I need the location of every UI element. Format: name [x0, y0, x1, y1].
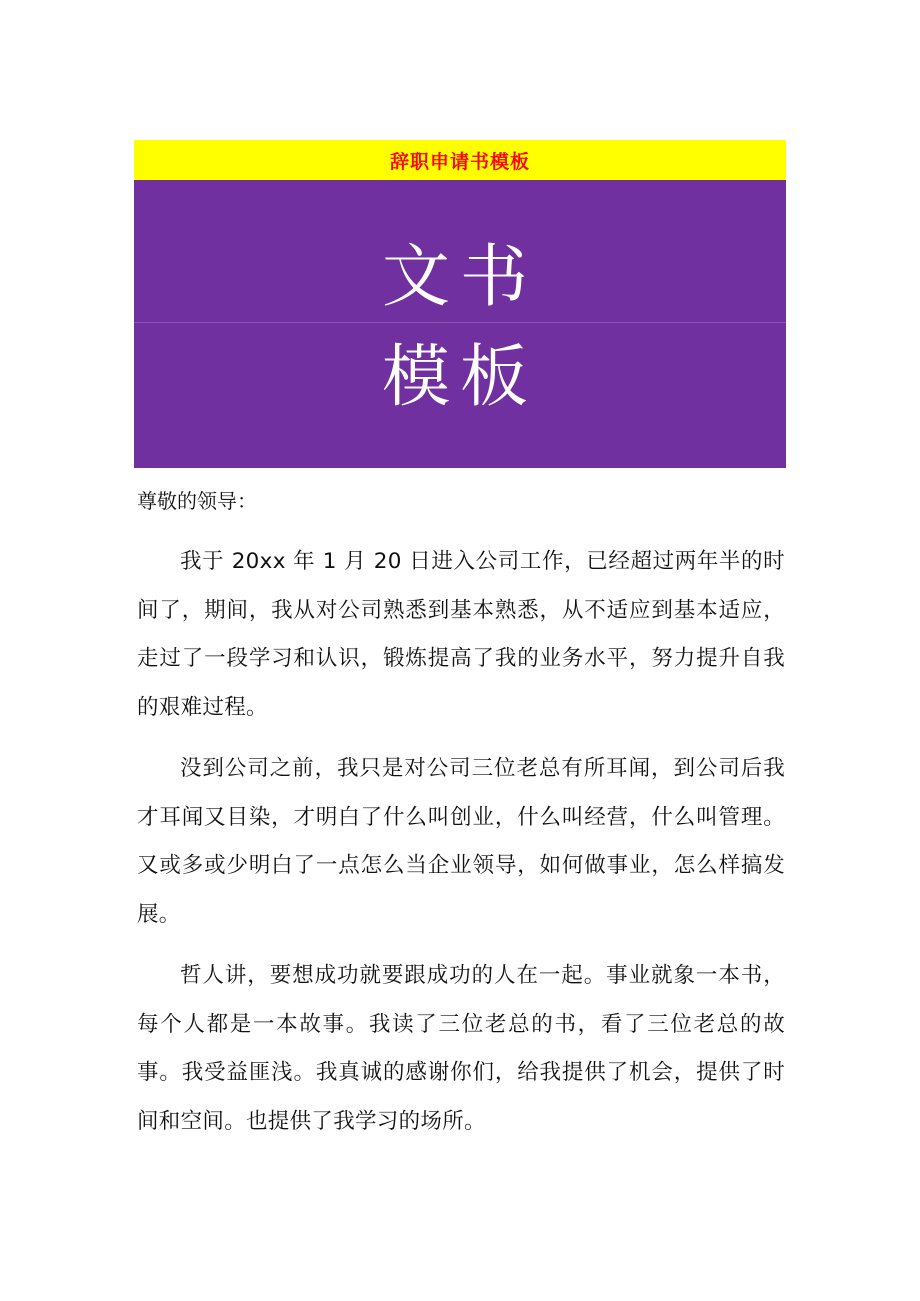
banner-divider [134, 322, 786, 323]
title-banner [134, 180, 786, 468]
banner-title-line-1: 文书 [381, 238, 538, 317]
letter-paragraph-3: 哲人讲，要想成功就要跟成功的人在一起。事业就象一本书，每个人都是一本故事。我读了三位老总的书，看了三位老总的故事。我受益匪浅。我真诚的感谢你们，给我提供了机会，提供了时间和空间。也提供了我学习的场所。 [137, 963, 785, 1134]
header-banner [134, 140, 786, 180]
letter-paragraph-1: 我于 20xx 年 1 月 20 日进入公司工作，已经超过两年半的时间了，期间，我从对公司熟悉到基本熟悉，从不适应到基本适应，走过了一段学习和认识，锻炼提高了我的业务水平，努力提升自我的艰难过程。 [137, 549, 785, 720]
header-label: 辞职申请书模板 [389, 150, 530, 173]
banner-title-line-2: 模板 [381, 338, 538, 417]
letter-salutation: 尊敬的领导： [137, 489, 257, 513]
letter-paragraph-2: 没到公司之前，我只是对公司三位老总有所耳闻，到公司后我才耳闻又目染，才明白了什么叫创业，什么叫经营，什么叫管理。又或多或少明白了一点怎么当企业领导，如何做事业，怎么样搞发展。 [137, 756, 785, 927]
